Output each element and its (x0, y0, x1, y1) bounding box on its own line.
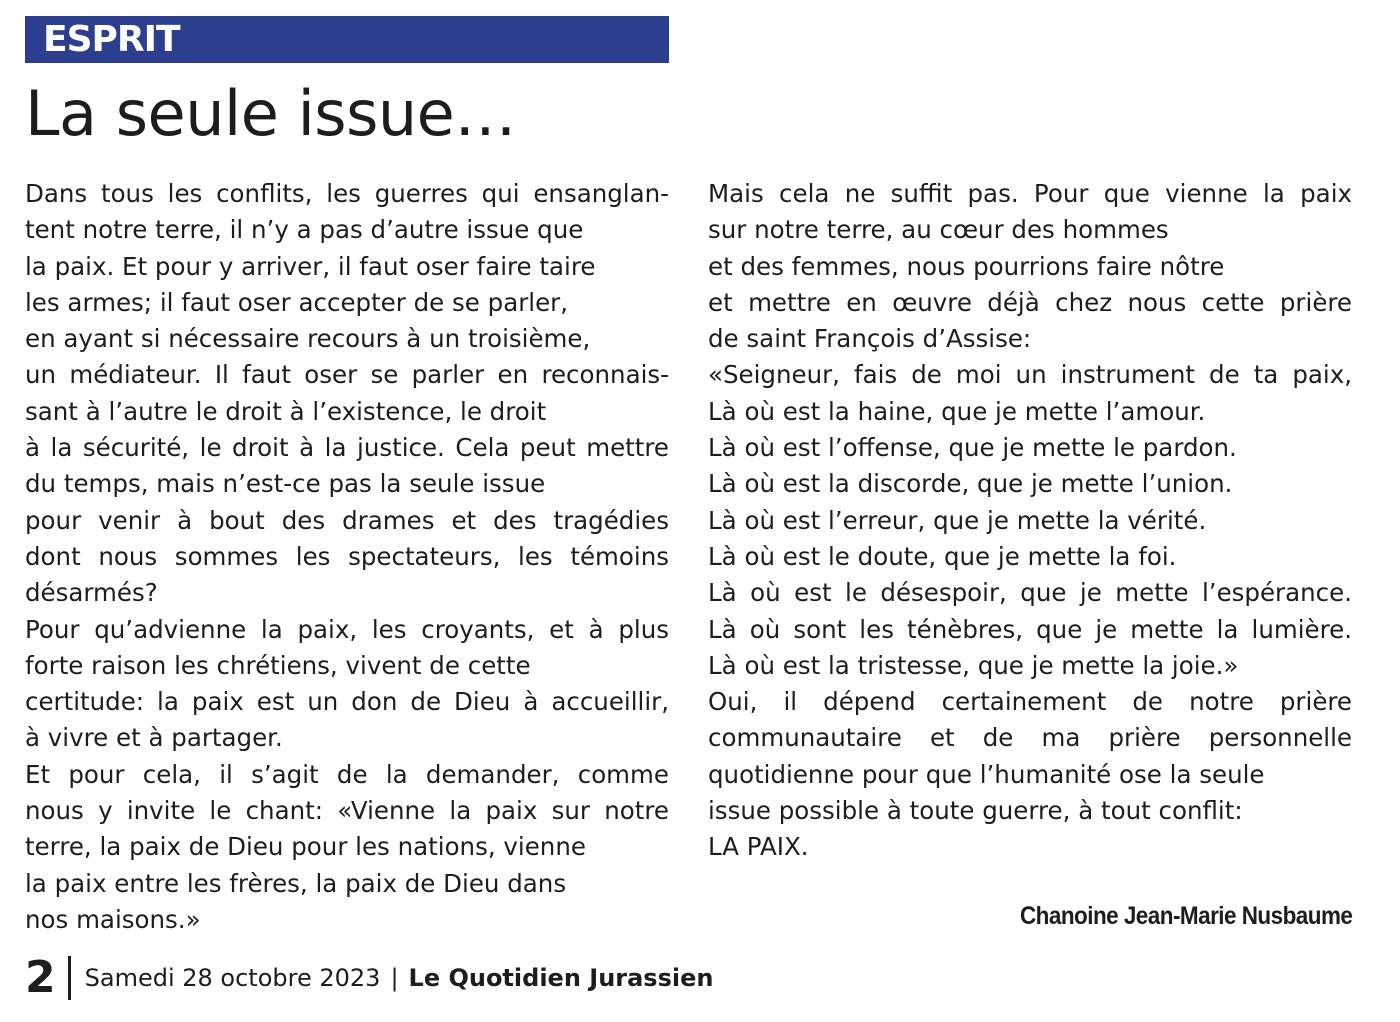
article-line: LA PAIX. (708, 832, 809, 862)
article-line: en ayant si nécessaire recours à un troisième, (25, 324, 591, 354)
article-line: quotidienne pour que l’humanité ose la seule (708, 759, 1265, 789)
article-line: les armes; il faut oser accepter de se parler, (25, 287, 569, 317)
article-line: Là où est l’offense, que je mette le pardon. (708, 433, 1237, 463)
article-line: à vivre et à partager. (25, 723, 283, 753)
article-line: de saint François d’Assise: (708, 324, 1032, 354)
article-line: la paix. Et pour y arriver, il faut oser faire taire (25, 251, 596, 281)
article-line: Là où est la discorde, que je mette l’union. (708, 469, 1233, 499)
article-line: Là où est la tristesse, que je mette la joie.» (708, 650, 1239, 680)
author-signature: Chanoine Jean-Marie Nusbaume (1019, 902, 1352, 930)
article-line: pour venir à bout des drames et des tragédies (25, 505, 669, 535)
article-line: désarmés? (25, 578, 158, 608)
article-line: Dans tous les conflits, les guerres qui ensanglan- (25, 179, 669, 208)
section-label: ESPRIT (43, 19, 180, 60)
article-line: Là où est l’erreur, que je mette la vérité. (708, 505, 1207, 535)
article-headline: La seule issue… (25, 77, 516, 150)
article-line: Pour qu’advienne la paix, les croyants, et à plus (25, 614, 669, 644)
article-line: Oui, il dépend certainement de notre prière (708, 687, 1352, 717)
article-line: Là où sont les ténèbres, que je mette la lumière. (708, 614, 1352, 644)
publication-date: Samedi 28 octobre 2023 (84, 964, 381, 992)
article-line: nous y invite le chant: «Vienne la paix sur notre (25, 796, 669, 826)
article-column-right (708, 176, 1352, 866)
article-line: Là où est le doute, que je mette la foi. (708, 541, 1177, 571)
article-line: la paix entre les frères, la paix de Dieu dans (25, 868, 567, 898)
article-column-left (25, 176, 669, 938)
newspaper-name: Le Quotidien Jurassien (408, 964, 714, 992)
article-line: issue possible à toute guerre, à tout conflit: (708, 796, 1243, 826)
page-footer (25, 950, 713, 1006)
article-line: sur notre terre, au cœur des hommes (708, 215, 1169, 245)
article-line: du temps, mais n’est-ce pas la seule issue (25, 469, 546, 499)
footer-divider (68, 956, 71, 1000)
article-line: tent notre terre, il n’y a pas d’autre issue que (25, 215, 584, 245)
article-line: nos maisons.» (25, 904, 201, 934)
article-line: forte raison les chrétiens, vivent de cette (25, 650, 531, 680)
article-line: dont nous sommes les spectateurs, les témoins (25, 541, 669, 571)
article-line: et mettre en œuvre déjà chez nous cette prière (708, 287, 1352, 317)
section-banner (25, 16, 669, 63)
footer-separator: | (390, 964, 399, 992)
article-line: à la sécurité, le droit à la justice. Cela peut mettre (25, 433, 669, 463)
page-number: 2 (25, 952, 56, 1003)
article-line: Et pour cela, il s’agit de la demander, comme (25, 759, 669, 789)
article-line: et des femmes, nous pourrions faire nôtre (708, 251, 1225, 281)
article-line: sant à l’autre le droit à l’existence, le droit (25, 396, 547, 426)
article-line: un médiateur. Il faut oser se parler en reconnais- (25, 360, 669, 390)
article-line: «Seigneur, fais de moi un instrument de ta paix, (708, 360, 1352, 390)
article-line: terre, la paix de Dieu pour les nations, vienne (25, 832, 586, 862)
article-line: certitude: la paix est un don de Dieu à accueillir, (25, 687, 669, 717)
article-line: Là où est la haine, que je mette l’amour. (708, 396, 1206, 426)
article-line: Mais cela ne suffit pas. Pour que vienne la paix (708, 179, 1352, 208)
article-line: Là où est le désespoir, que je mette l’espérance. (708, 578, 1352, 608)
article-line: communautaire et de ma prière personnelle (708, 723, 1352, 753)
